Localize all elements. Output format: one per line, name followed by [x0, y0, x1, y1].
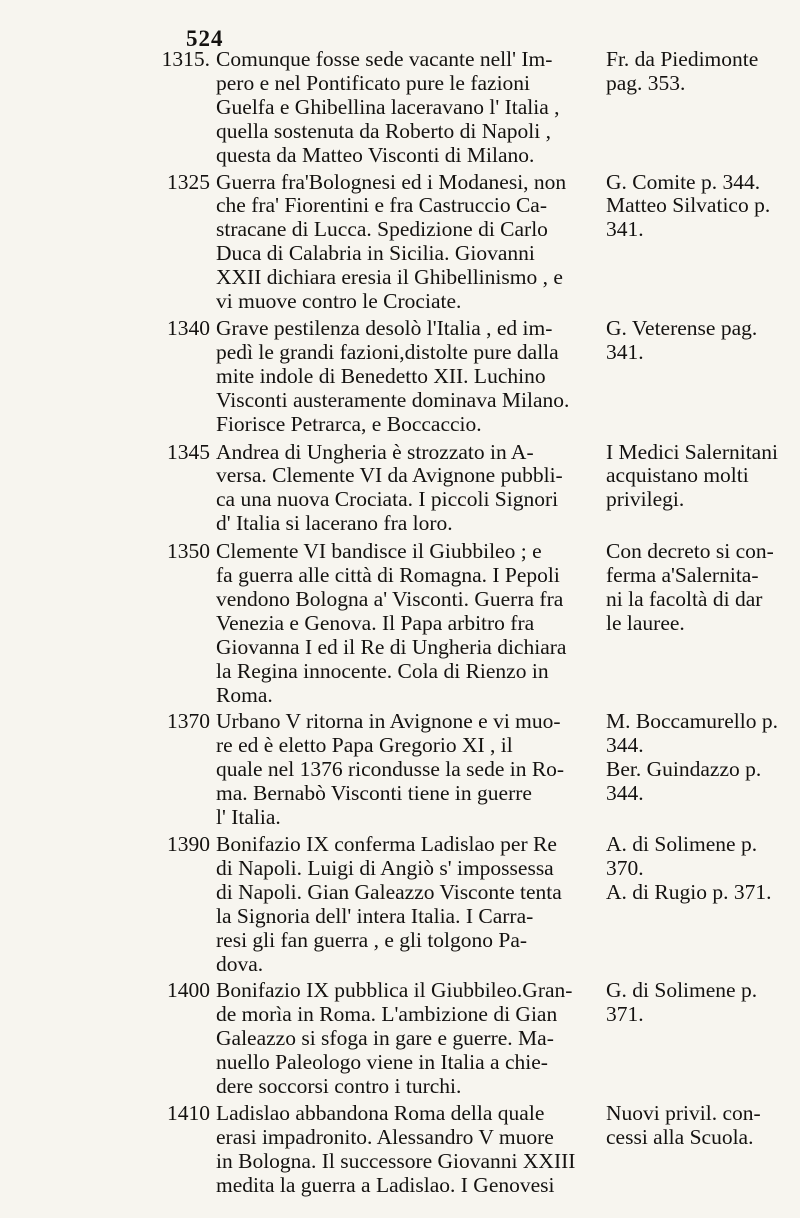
source-line: 370.: [606, 855, 644, 880]
entry-event-text: [216, 1102, 600, 1198]
source-line: 344.: [606, 733, 644, 758]
event-line: Giovanna I ed il Re di Ungheria dichiara: [216, 634, 567, 659]
entry-year: 1390: [167, 832, 210, 856]
event-line: ma. Bernabò Visconti tiene in guerre: [216, 781, 532, 806]
event-line: vi muove contro le Crociate.: [216, 289, 462, 314]
event-line: Urbano V ritorna in Avignone e vi muo-: [216, 709, 561, 734]
entry-source: [600, 833, 800, 905]
entry-year: 1370: [167, 709, 210, 734]
source-line: A. di Rugio p. 371.: [606, 879, 772, 904]
source-line: Matteo Silvatico p.: [606, 193, 771, 218]
source-line: privilegi.: [606, 487, 685, 512]
source-line: Con decreto si con-: [606, 539, 774, 564]
entry-event-text: [216, 171, 600, 314]
source-line: 341.: [606, 217, 644, 242]
chronology-entry: [0, 171, 800, 314]
source-line: 344.: [606, 781, 644, 806]
event-line: resi gli fan guerra , e gli tolgono Pa-: [216, 927, 528, 952]
event-line: d' Italia si lacerano fra loro.: [216, 511, 453, 536]
event-line: re ed è eletto Papa Gregorio XI , il: [216, 733, 513, 758]
chronology-entry: [0, 317, 800, 437]
event-line: la Regina innocente. Cola di Rienzo in: [216, 658, 549, 683]
event-line: de morìa in Roma. L'ambizione di Gian: [216, 1002, 558, 1027]
source-line: G. Comite p. 344.: [606, 169, 761, 194]
entry-source: [600, 710, 800, 806]
source-line: 341.: [606, 339, 644, 364]
entry-year: 1350: [167, 539, 210, 564]
entry-source: [600, 1102, 800, 1150]
event-line: stracane di Lucca. Spedizione di Carlo: [216, 217, 548, 242]
event-line: nuello Paleologo viene in Italia a chie-: [216, 1050, 548, 1075]
event-line: Guelfa e Ghibellina laceravano l' Italia ,: [216, 94, 560, 119]
entry-source: [600, 317, 800, 365]
event-line: Bonifazio IX conferma Ladislao per Re: [216, 832, 557, 856]
event-line: dere soccorsi contro i turchi.: [216, 1074, 462, 1099]
source-line: M. Boccamurello p.: [606, 709, 778, 734]
event-line: Andrea di Ungheria è strozzato in A-: [216, 439, 534, 464]
event-line: Ladislao abbandona Roma della quale: [216, 1100, 545, 1125]
entry-source: [600, 979, 800, 1027]
event-line: Visconti austeramente dominava Milano.: [216, 387, 570, 412]
entry-event-text: [216, 710, 600, 830]
event-line: Bonifazio IX pubblica il Giubbileo.Gran-: [216, 978, 573, 1003]
source-line: ferma a'Salernita-: [606, 563, 759, 588]
event-line: dova.: [216, 951, 264, 976]
event-line: medita la guerra a Ladislao. I Genovesi: [216, 1172, 555, 1197]
event-line: fa guerra alle città di Romagna. I Pepoli: [216, 563, 560, 588]
entry-event-text: [216, 48, 600, 168]
event-line: Galeazzo si sfoga in gare e guerre. Ma-: [216, 1026, 554, 1051]
event-line: mite indole di Benedetto XII. Luchino: [216, 363, 546, 388]
entry-event-text: [216, 540, 600, 707]
entry-source: [600, 441, 800, 513]
entry-year: 1340: [167, 315, 210, 340]
chronology-table: [0, 48, 800, 1198]
source-line: Nuovi privil. con-: [606, 1100, 761, 1125]
event-line: questa da Matteo Visconti di Milano.: [216, 142, 535, 167]
source-line: acquistano molti: [606, 463, 749, 488]
event-line: che fra' Fiorentini e fra Castruccio Ca-: [216, 193, 548, 218]
source-line: Fr. da Piedimonte: [606, 47, 759, 71]
event-line: in Bologna. Il successore Giovanni XXIII: [216, 1148, 576, 1173]
chronology-entry: [0, 1102, 800, 1198]
chronology-entry: [0, 833, 800, 976]
chronology-entry: [0, 540, 800, 707]
chronology-entry: [0, 441, 800, 537]
entry-year: 1410: [167, 1100, 210, 1125]
event-line: quella sostenuta da Roberto di Napoli ,: [216, 118, 551, 143]
event-line: vendono Bologna a' Visconti. Guerra fra: [216, 586, 564, 611]
event-line: pedì le grandi fazioni,distolte pure dalla: [216, 339, 559, 364]
source-line: ni la facoltà di dar: [606, 586, 763, 611]
event-line: versa. Clemente VI da Avignone pubbli-: [216, 463, 563, 488]
entry-event-text: [216, 979, 600, 1099]
event-line: di Napoli. Luigi di Angiò s' impossessa: [216, 855, 554, 880]
source-line: G. Veterense pag.: [606, 315, 758, 340]
event-line: Venezia e Genova. Il Papa arbitro fra: [216, 610, 535, 635]
entry-event-text: [216, 441, 600, 537]
source-line: A. di Solimene p.: [606, 832, 758, 856]
source-line: I Medici Salernitani: [606, 439, 778, 464]
chronology-entry: [0, 48, 800, 168]
source-line: le lauree.: [606, 610, 685, 635]
source-line: 371.: [606, 1002, 644, 1027]
event-line: ca una nuova Crociata. I piccoli Signori: [216, 487, 559, 512]
event-line: Fiorisce Petrarca, e Boccaccio.: [216, 411, 482, 436]
event-line: XXII dichiara eresia il Ghibellinismo , e: [216, 265, 563, 290]
entry-year: 1400: [167, 978, 210, 1003]
event-line: Clemente VI bandisce il Giubbileo ; e: [216, 539, 542, 564]
chronology-entry: [0, 979, 800, 1099]
source-line: pag. 353.: [606, 70, 686, 95]
source-line: G. di Solimene p.: [606, 978, 758, 1003]
event-line: Duca di Calabria in Sicilia. Giovanni: [216, 241, 535, 266]
source-line: cessi alla Scuola.: [606, 1124, 754, 1149]
event-line: Roma.: [216, 682, 273, 707]
event-line: la Signoria dell' intera Italia. I Carra-: [216, 903, 534, 928]
event-line: Guerra fra'Bolognesi ed i Modanesi, non: [216, 169, 567, 194]
source-line: Ber. Guindazzo p.: [606, 757, 762, 782]
chronology-entry: [0, 710, 800, 830]
event-line: pero e nel Pontificato pure le fazioni: [216, 70, 531, 95]
entry-year: 1325: [167, 169, 210, 194]
entry-source: [600, 48, 800, 96]
event-line: quale nel 1376 ricondusse la sede in Ro-: [216, 757, 565, 782]
entry-source: [600, 540, 800, 636]
entry-event-text: [216, 833, 600, 976]
event-line: Grave pestilenza desolò l'Italia , ed im-: [216, 315, 553, 340]
page-number: 524: [186, 26, 224, 51]
event-line: Comunque fosse sede vacante nell' Im-: [216, 47, 553, 71]
event-line: erasi impadronito. Alessandro V muore: [216, 1124, 554, 1149]
event-line: l' Italia.: [216, 805, 281, 830]
entry-year: 1345: [167, 439, 210, 464]
event-line: di Napoli. Gian Galeazzo Visconte tenta: [216, 879, 562, 904]
entry-source: [600, 171, 800, 243]
entry-event-text: [216, 317, 600, 437]
entry-year: 1315.: [161, 47, 210, 71]
